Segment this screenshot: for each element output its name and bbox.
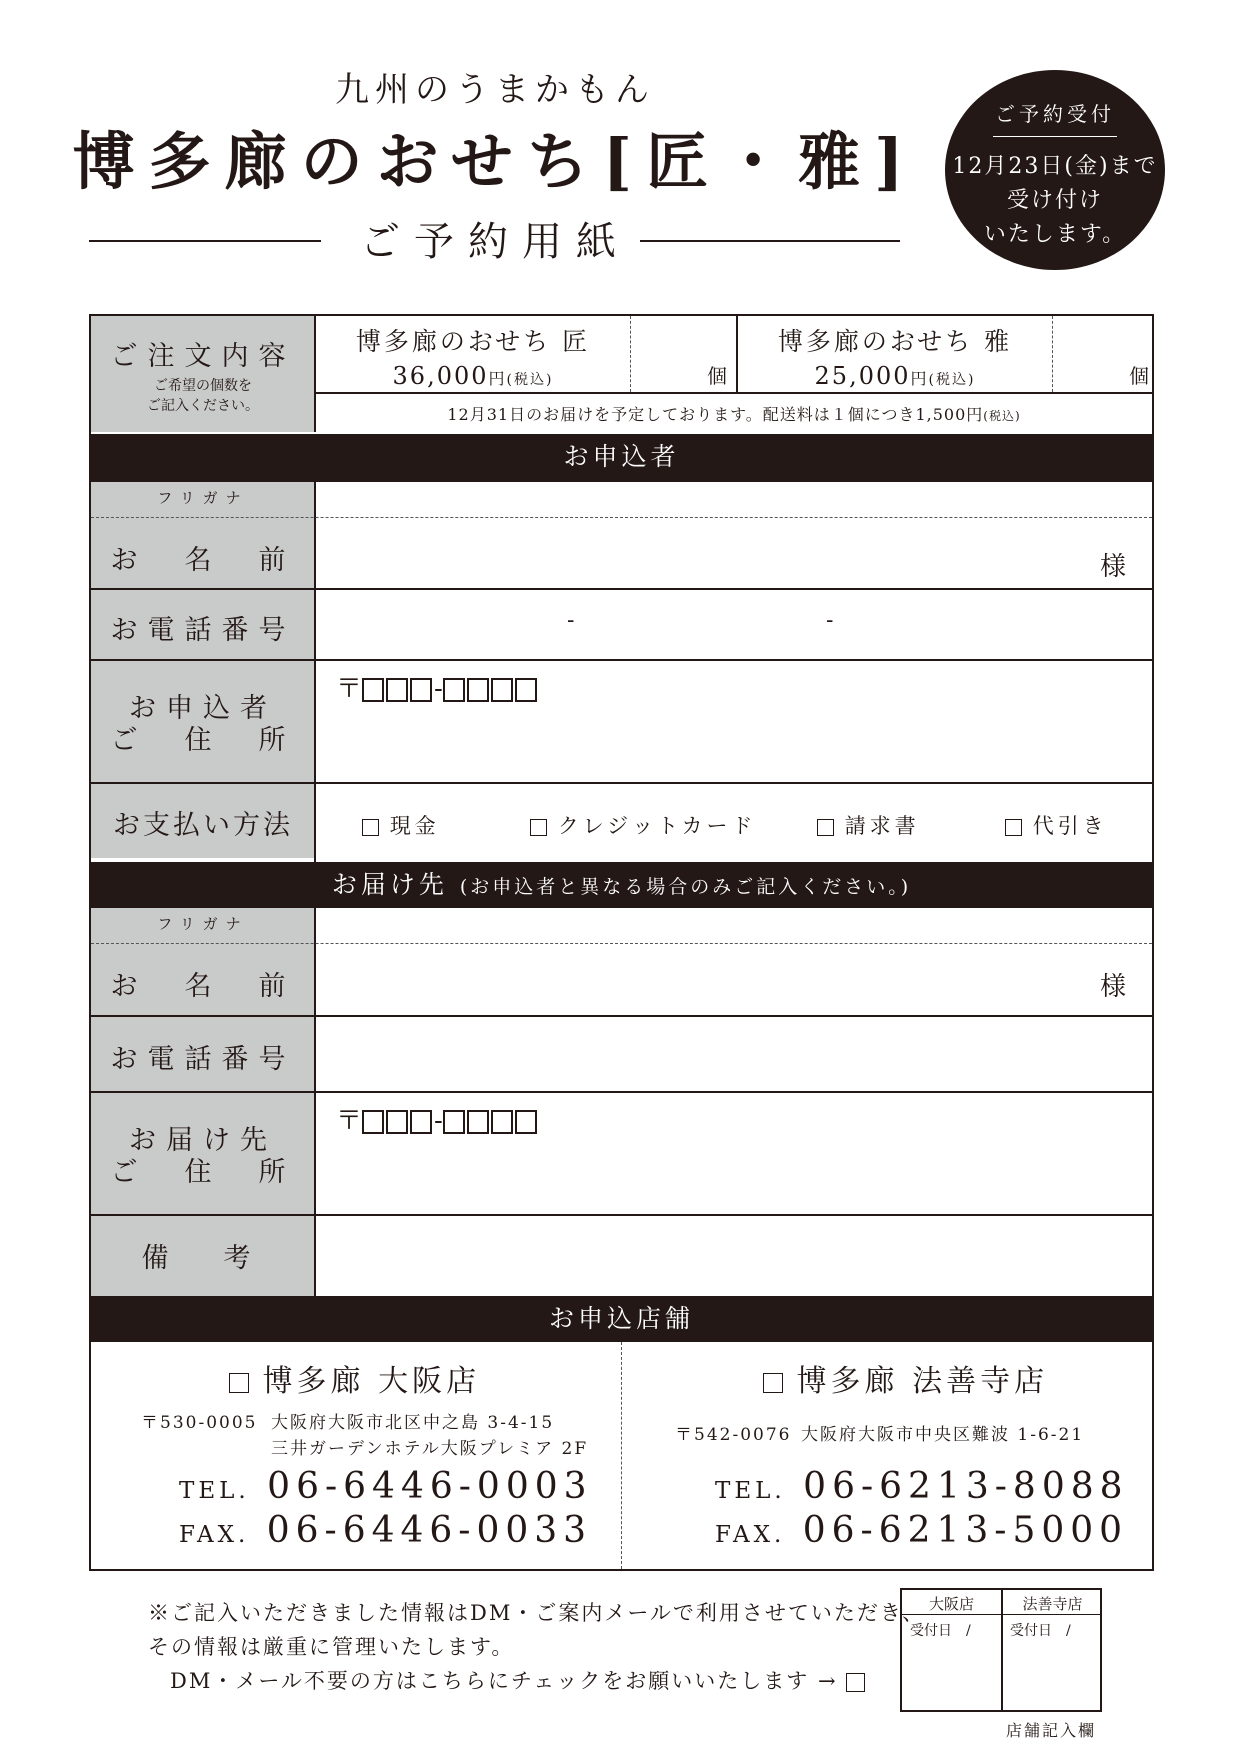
store-divider [621, 1342, 622, 1569]
recipient-section-title: お届け先 [331, 870, 448, 899]
remarks-input[interactable] [316, 1216, 1152, 1296]
postal-mark: 〒 [336, 1106, 363, 1136]
store-fax [179, 1510, 592, 1551]
dm-optout-text: DM・メール不要の方はこちらにチェックをお願いいたします → [170, 1669, 838, 1693]
applicant-name-input[interactable] [316, 519, 1152, 587]
postal-digit-box[interactable] [443, 678, 465, 702]
store-name [763, 1356, 1048, 1400]
remarks-label: 備 考 [141, 1243, 265, 1274]
applicant-address-input[interactable] [316, 700, 1152, 780]
order-hint [91, 376, 315, 416]
store-name [229, 1356, 480, 1400]
stores-section-title: お申込店舗 [548, 1304, 694, 1333]
postal-digit-box[interactable] [515, 1110, 537, 1134]
postal-digit-box[interactable] [443, 1110, 465, 1134]
tel-label: TEL. [715, 1478, 786, 1504]
product-miyabi [738, 322, 1052, 390]
postal-dash: - [434, 1106, 443, 1136]
stamp-col-osaka: 大阪店 [928, 1595, 974, 1613]
furigana-divider [91, 943, 1152, 944]
badge-rule [993, 136, 1117, 137]
store-fax [715, 1510, 1128, 1551]
title-rule-right [640, 240, 900, 242]
order-hint-line1: ご希望の個数を [154, 378, 252, 394]
tax-note: (税込) [506, 372, 554, 388]
applicant-address-label [91, 693, 315, 757]
product-price: 36,000 [392, 362, 489, 390]
privacy-note [148, 1596, 925, 1698]
fax-number: 06-6213-5000 [802, 1510, 1129, 1551]
order-hint-line2: ご記入ください。 [147, 398, 259, 414]
qty-divider [630, 316, 631, 392]
furigana-label: フリガナ [157, 489, 249, 507]
recipient-name-label: お 名 前 [110, 971, 296, 1002]
checkbox[interactable] [763, 1373, 783, 1393]
delivery-note-text: 12月31日のお届けを予定しております。配送料は１個につき1,500円 [447, 405, 984, 424]
qty-unit: 個 [707, 364, 727, 388]
payment-option-cash[interactable] [362, 810, 440, 840]
applicant-name-label: お 名 前 [110, 545, 296, 576]
stamp-col-hozenji: 法善寺店 [1022, 1595, 1083, 1613]
recipient-name-input[interactable] [316, 945, 1152, 1013]
store-name-text: 博多廊 法善寺店 [796, 1364, 1049, 1399]
checkbox[interactable] [530, 819, 547, 836]
dm-optout-checkbox[interactable] [846, 1673, 865, 1692]
applicant-section-title: お申込者 [563, 442, 680, 471]
address-label-line2: ご 住 所 [110, 1157, 296, 1188]
recipient-section-note: (お申込者と異なる場合のみご記入ください。) [459, 876, 912, 898]
product-takumi [316, 322, 630, 390]
phone-separator: - [826, 608, 834, 633]
fax-label: FAX. [179, 1522, 250, 1548]
fax-number: 06-6446-0033 [266, 1510, 593, 1551]
address-label-line1: お届け先 [129, 1125, 277, 1156]
page-title: 博多廊のおせち[匠・雅] [72, 125, 918, 198]
applicant-phone-label: お電話番号 [110, 615, 296, 646]
furigana-divider [91, 517, 1152, 518]
badge-deadline: 12月23日(金)まで [952, 154, 1158, 179]
postal-digit-box[interactable] [467, 678, 489, 702]
checkbox[interactable] [1005, 819, 1022, 836]
postal-dash: - [434, 674, 443, 704]
tax-note: (税込) [928, 372, 976, 388]
delivery-note [316, 402, 1152, 425]
payment-option-invoice[interactable] [817, 810, 920, 840]
postal-digit-box[interactable] [410, 1110, 432, 1134]
recipient-address-input[interactable] [316, 1132, 1152, 1212]
postal-digit-box[interactable] [386, 1110, 408, 1134]
row-divider [91, 1091, 1152, 1093]
order-label: ご注文内容 [110, 341, 296, 372]
recipient-phone-label: お電話番号 [110, 1044, 296, 1075]
fax-label: FAX. [715, 1522, 786, 1548]
store-osaka[interactable] [91, 1342, 621, 1569]
store-postal: 〒530-0005 [141, 1413, 258, 1433]
store-use-box [900, 1588, 1102, 1712]
privacy-note-line1: ※ご記入いただきました情報はDM・ご案内メールで利用させていただき、 [148, 1601, 926, 1625]
tel-label: TEL. [179, 1478, 250, 1504]
checkbox[interactable] [362, 819, 379, 836]
product-name: 博多廊のおせち 雅 [777, 327, 1013, 356]
applicant-phone-input[interactable] [316, 590, 1152, 658]
recipient-phone-input[interactable] [316, 1017, 1152, 1089]
honorific: 様 [1100, 972, 1127, 1002]
badge-heading: ご予約受付 [995, 102, 1115, 126]
badge-line3: いたします。 [983, 222, 1127, 247]
payment-option-label: 代引き [1032, 814, 1108, 838]
payment-option-label: 現金 [389, 814, 440, 838]
phone-separator: - [567, 608, 575, 633]
price-unit: 円 [488, 369, 507, 388]
store-hozenji[interactable] [623, 1342, 1152, 1569]
applicant-section-bar [91, 434, 1152, 482]
address-label-line2: ご 住 所 [110, 725, 296, 756]
tel-number: 06-6213-8088 [803, 1466, 1129, 1507]
store-address-line1: 大阪府大阪市北区中之島 3-4-15 [271, 1413, 555, 1433]
store-tel [179, 1466, 593, 1507]
delivery-note-tax: (税込) [983, 409, 1021, 423]
store-address-line2: 三井ガーデンホテル大阪プレミア 2F [271, 1439, 589, 1459]
address-label-line1: お申込者 [129, 693, 277, 724]
privacy-note-line2: その情報は厳重に管理いたします。 [148, 1635, 515, 1659]
row-divider [316, 392, 1152, 394]
price-unit: 円 [910, 369, 929, 388]
badge-text [945, 150, 1165, 252]
store-tel [715, 1466, 1129, 1507]
store-postal: 〒542-0076 [675, 1425, 792, 1445]
recipient-furigana-input[interactable] [316, 910, 1152, 942]
recipient-section-bar [91, 862, 1152, 908]
store-address [271, 1410, 588, 1462]
payment-label: お支払い方法 [113, 810, 293, 841]
postal-digit-box[interactable] [491, 1110, 513, 1134]
postal-mark: 〒 [336, 674, 363, 704]
checkbox[interactable] [229, 1373, 249, 1393]
stores-section-bar [91, 1296, 1152, 1342]
qty-unit: 個 [1129, 364, 1149, 388]
payment-option-label: 請求書 [844, 814, 920, 838]
form-name: ご予約用紙 [360, 219, 630, 265]
product-name: 博多廊のおせち 匠 [355, 327, 591, 356]
payment-option-credit-card[interactable] [530, 810, 757, 840]
checkbox[interactable] [817, 819, 834, 836]
reservation-badge [945, 70, 1165, 270]
postal-digit-box[interactable] [362, 1110, 384, 1134]
received-date-hozenji: 受付日 / [1010, 1623, 1071, 1639]
postal-digit-box[interactable] [410, 678, 432, 702]
dm-optout [148, 1664, 925, 1698]
postal-digit-box[interactable] [386, 678, 408, 702]
product-price: 25,000 [814, 362, 911, 390]
postal-digit-box[interactable] [491, 678, 513, 702]
payment-option-label: クレジットカード [557, 814, 757, 838]
payment-option-cod[interactable] [1005, 810, 1108, 840]
recipient-address-label [91, 1125, 315, 1189]
badge-line2: 受け付け [1006, 188, 1103, 213]
row-divider [91, 659, 1152, 661]
row-divider [91, 782, 1152, 784]
postal-digit-box[interactable] [467, 1110, 489, 1134]
postal-digit-box[interactable] [515, 678, 537, 702]
store-name-text: 博多廊 大阪店 [262, 1364, 481, 1399]
subtitle: 九州のうまかもん [335, 70, 655, 110]
furigana-label: フリガナ [157, 915, 249, 933]
qty-divider [1052, 316, 1053, 392]
store-address: 大阪府大阪市中央区難波 1-6-21 [801, 1425, 1085, 1445]
store-use-caption: 店舗記入欄 [1006, 1721, 1097, 1740]
honorific: 様 [1100, 552, 1127, 582]
received-date-osaka: 受付日 / [910, 1623, 971, 1639]
postal-digit-box[interactable] [362, 678, 384, 702]
applicant-furigana-input[interactable] [316, 484, 1152, 516]
tel-number: 06-6446-0003 [267, 1466, 593, 1507]
